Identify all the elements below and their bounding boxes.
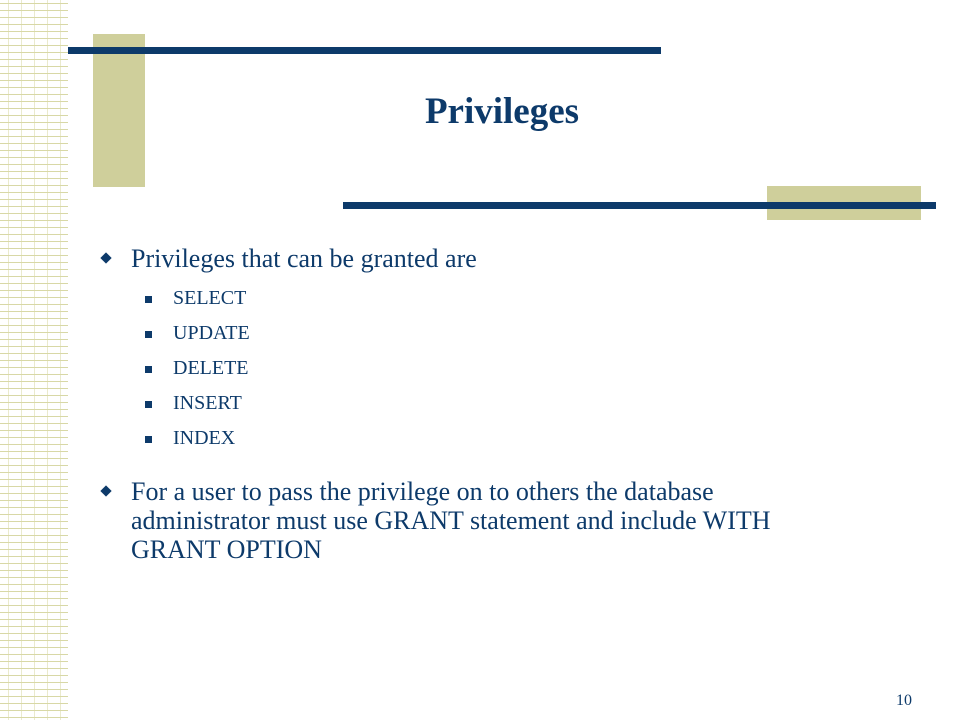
- decorative-rule-bottom: [343, 202, 936, 209]
- bullet-text: For a user to pass the privilege on to others the database administrator must use GRANT statement and include WITH GRANT OPTION: [131, 477, 771, 564]
- decorative-tan-block-left: [93, 34, 145, 187]
- list-item-label: INDEX: [173, 427, 236, 449]
- list-item-label: INSERT: [173, 392, 242, 414]
- decorative-rule-top: [68, 47, 661, 54]
- bullet-privileges-granted: [98, 244, 858, 273]
- slide-title: Privileges: [424, 91, 580, 132]
- decorative-stripe-band: [0, 0, 68, 720]
- list-item-insert: [98, 391, 858, 426]
- list-item-index: [98, 426, 858, 461]
- diamond-bullet-icon: [100, 252, 111, 263]
- bullet-grant-option: [98, 477, 858, 564]
- list-item-update: [98, 321, 858, 356]
- list-item-select: [98, 286, 858, 321]
- square-bullet-icon: [145, 366, 152, 373]
- list-item-label: SELECT: [173, 287, 247, 309]
- square-bullet-icon: [145, 436, 152, 443]
- square-bullet-icon: [145, 296, 152, 303]
- square-bullet-icon: [145, 401, 152, 408]
- page-number: 10: [896, 692, 912, 709]
- diamond-bullet-icon: [100, 485, 111, 496]
- slide-content: [98, 244, 858, 564]
- square-bullet-icon: [145, 331, 152, 338]
- list-item-label: UPDATE: [173, 322, 250, 344]
- bullet-text: Privileges that can be granted are: [131, 244, 477, 273]
- list-item-delete: [98, 356, 858, 391]
- list-item-label: DELETE: [173, 357, 249, 379]
- privilege-list: [98, 286, 858, 461]
